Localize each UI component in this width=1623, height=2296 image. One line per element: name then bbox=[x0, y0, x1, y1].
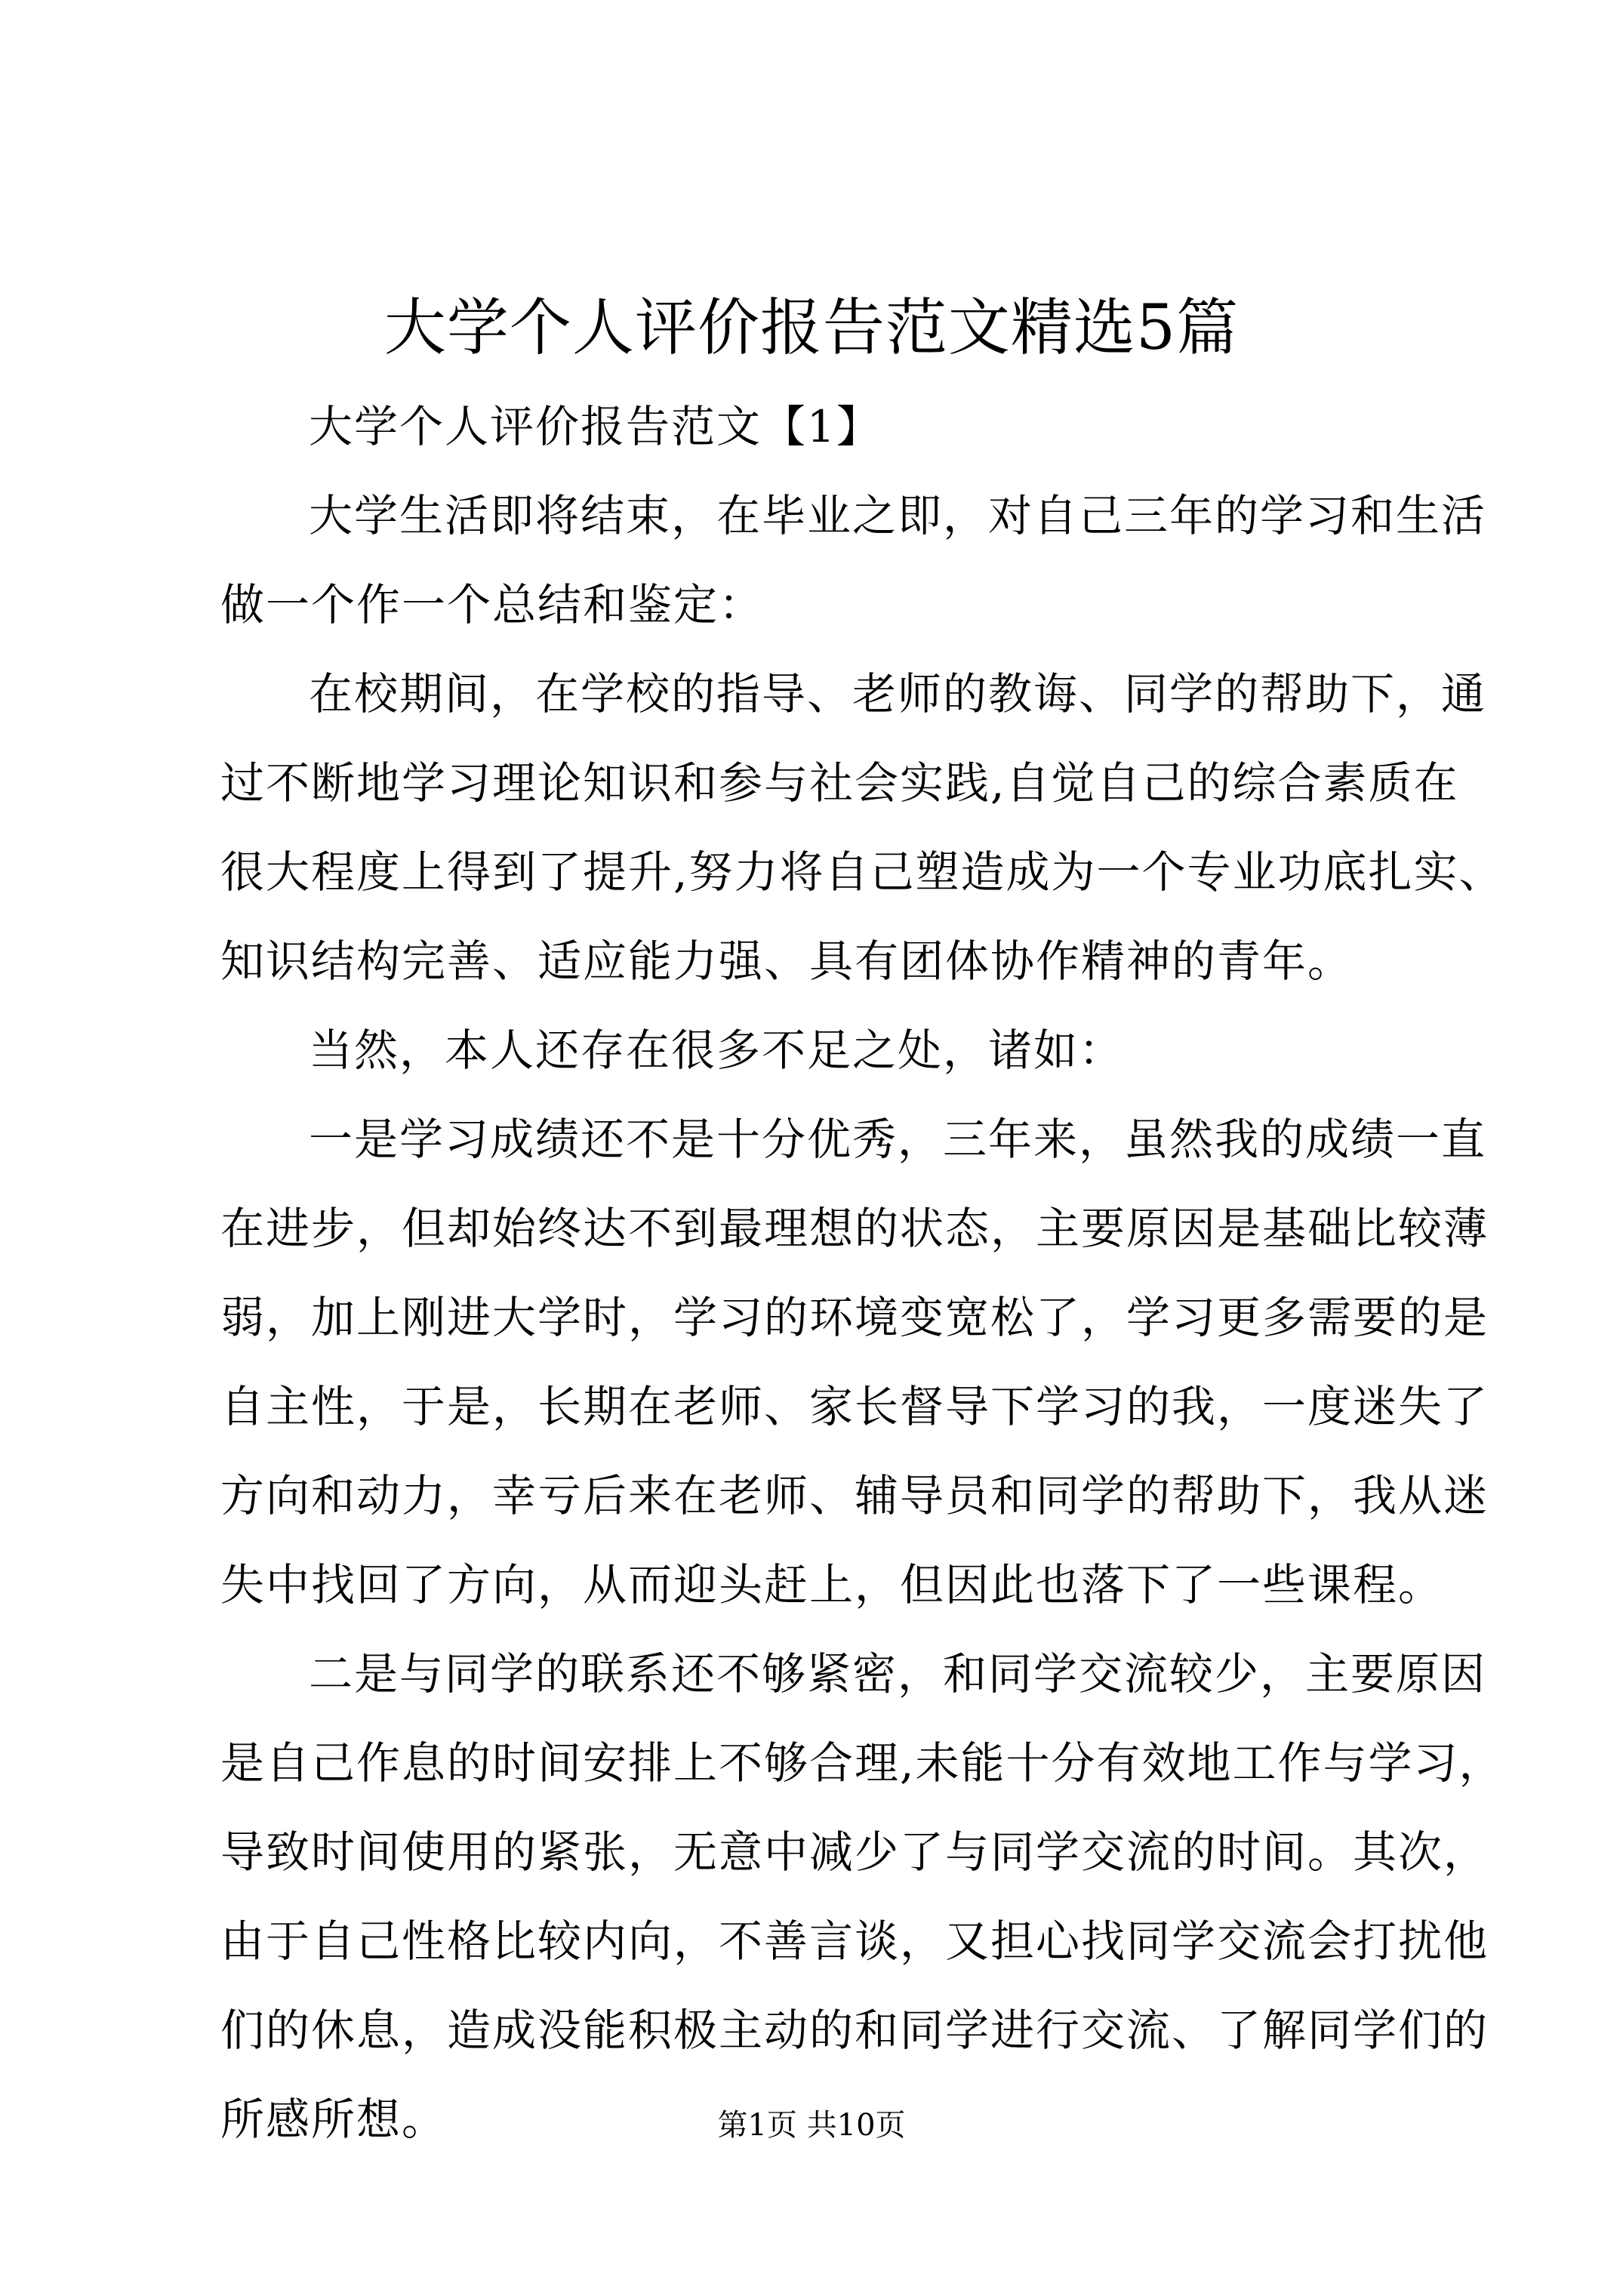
paragraph-line: 们的休息，造成没能积极主动的和同学进行交流、了解同学们的 bbox=[220, 2005, 1489, 2056]
paragraph-line: 一是学习成绩还不是十分优秀，三年来，虽然我的成绩一直 bbox=[309, 1114, 1487, 1165]
page-number-footer: 第1页 共10页 bbox=[717, 2108, 906, 2143]
paragraph-line: 当然，本人还存在很多不足之处，诸如： bbox=[309, 1025, 1125, 1076]
document-body bbox=[220, 382, 1504, 2164]
paragraph-line: 在进步，但却始终达不到最理想的状态，主要原因是基础比较薄 bbox=[220, 1203, 1489, 1254]
paragraph-line: 大学生活即将结束，在毕业之即，对自己三年的学习和生活 bbox=[309, 490, 1487, 541]
section-heading: 大学个人评价报告范文【1】 bbox=[309, 401, 882, 452]
paragraph-line: 是自己作息的时间安排上不够合理,未能十分有效地工作与学习， bbox=[220, 1737, 1504, 1789]
paragraph-line: 在校期间，在学校的指导、老师的教诲、同学的帮助下，通 bbox=[309, 668, 1487, 720]
paragraph-line: 自主性，于是，长期在老师、家长督导下学习的我，一度迷失了 bbox=[220, 1381, 1489, 1432]
paragraph-line: 知识结构完善、适应能力强、具有团体协作精神的青年。 bbox=[220, 935, 1354, 987]
paragraph-line: 弱，加上刚进大学时，学习的环境变宽松了，学习更多需要的是 bbox=[220, 1292, 1489, 1343]
paragraph-line: 所感所想。 bbox=[220, 2094, 448, 2145]
paragraph-line: 方向和动力，幸亏后来在老师、辅导员和同学的帮助下，我从迷 bbox=[220, 1470, 1489, 1521]
paragraph-line: 二是与同学的联系还不够紧密，和同学交流较少，主要原因 bbox=[309, 1648, 1487, 1700]
paragraph-line: 很大程度上得到了提升,努力将自己塑造成为一个专业功底扎实、 bbox=[220, 846, 1504, 898]
paragraph-line: 由于自己性格比较内向，不善言谈，又担心找同学交流会打扰他 bbox=[220, 1915, 1489, 1967]
document-title: 大学个人评价报告范文精选5篇 bbox=[383, 292, 1240, 364]
paragraph-line: 做一个作一个总结和鉴定： bbox=[220, 579, 765, 630]
paragraph-line: 失中找回了方向，从而迎头赶上，但因此也落下了一些课程。 bbox=[220, 1559, 1444, 1610]
paragraph-line: 过不断地学习理论知识和参与社会实践,自觉自己的综合素质在 bbox=[220, 757, 1459, 809]
paragraph-line: 导致时间使用的紧张，无意中减少了与同学交流的时间。其次， bbox=[220, 1826, 1489, 1878]
